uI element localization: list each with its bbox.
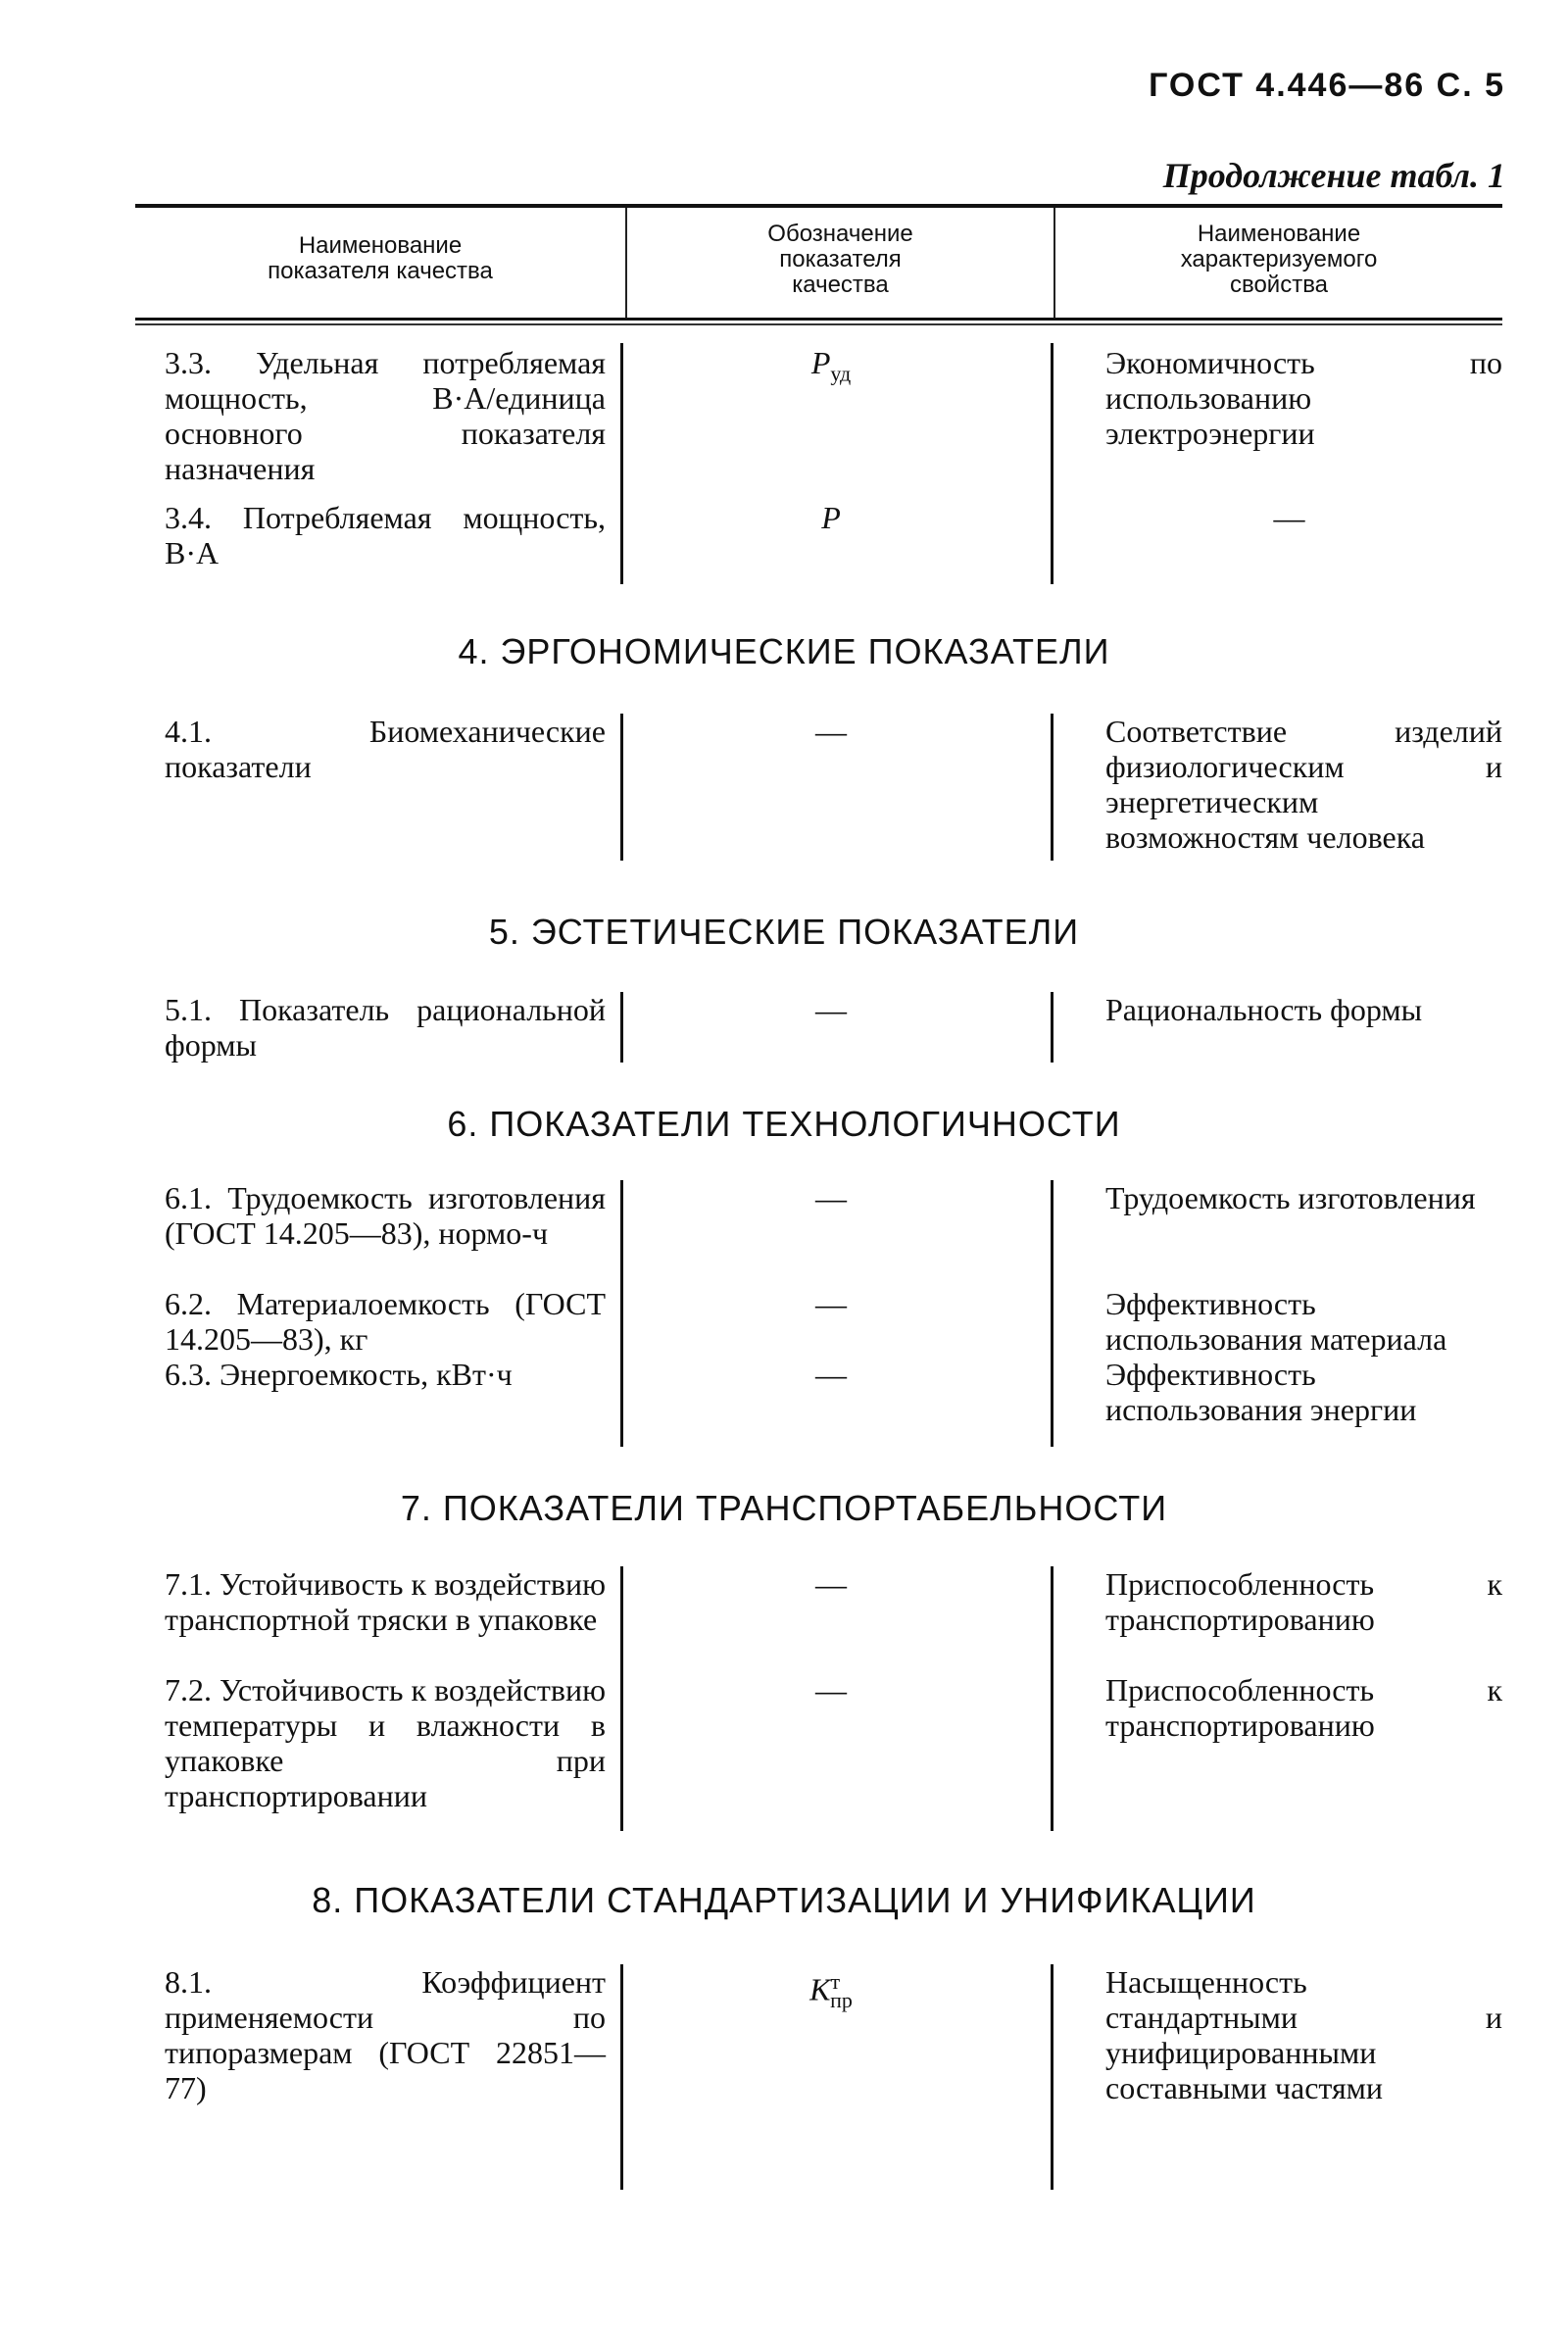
table-header-rule (135, 323, 1502, 325)
column-divider (620, 1964, 623, 2190)
indicator-symbol: — (815, 1672, 847, 1707)
table-block-section-4 (135, 714, 1502, 861)
table-block-section-3 (135, 343, 1502, 584)
indicator-symbol: — (815, 714, 847, 749)
table-header-rule (135, 318, 1502, 321)
indicator-symbol: — (815, 1180, 847, 1215)
header-col-property: Наименование характеризуемого свойства (1180, 221, 1378, 298)
indicator-name: 6.1. Трудоемкость изготовления (ГОСТ 14.205—83), нормо-ч (165, 1180, 606, 1251)
indicator-name: 6.2. Материалоемкость (ГОСТ 14.205—83), кг (165, 1286, 606, 1357)
column-divider (620, 343, 623, 584)
table-block-section-8 (135, 1964, 1502, 2190)
section-title: 8. ПОКАЗАТЕЛИ СТАНДАРТИЗАЦИИ И УНИФИКАЦИИ (312, 1880, 1256, 1920)
column-divider (620, 714, 623, 861)
indicator-name: 7.2. Устойчивость к воздействию температуры и влажности в упаковке при транспортировании (165, 1672, 606, 1813)
property-name: Эффективность использования материала (1105, 1286, 1447, 1357)
header-col-indicator-name: Наименование показателя качества (268, 232, 493, 284)
property-name: Рациональность формы (1105, 992, 1423, 1027)
property-name: Экономичность по использованию электроэнергии (1105, 345, 1502, 451)
column-divider (620, 1566, 623, 1831)
property-name: Насыщенность стандартными и унифицированными составными частями (1105, 1964, 1502, 2105)
table-block-section-6 (135, 1180, 1502, 1447)
property-name: — (1273, 500, 1305, 535)
section-title: 7. ПОКАЗАТЕЛИ ТРАНСПОРТАБЕЛЬНОСТИ (400, 1488, 1168, 1528)
indicator-symbol: — (815, 1566, 847, 1602)
section-title: 4. ЭРГОНОМИЧЕСКИЕ ПОКАЗАТЕЛИ (458, 631, 1110, 671)
indicator-symbol: P (821, 500, 841, 535)
property-name: Эффективность использования энергии (1105, 1357, 1417, 1427)
property-name: Приспособленность к транспортированию (1105, 1566, 1502, 1637)
indicator-name: 5.1. Показатель рациональной формы (165, 992, 606, 1063)
indicator-name: 8.1. Коэффициент применяемости по типоразмерам (ГОСТ 22851—77) (165, 1964, 606, 2105)
column-divider (620, 992, 623, 1063)
indicator-symbol: — (815, 1357, 847, 1392)
indicator-name: 6.3. Энергоемкость, кВт·ч (165, 1357, 513, 1392)
indicator-name: 3.4. Потребляемая мощность, В·А (165, 500, 606, 570)
page-reference: ГОСТ 4.446—86 С. 5 (1149, 67, 1505, 104)
column-divider (1051, 714, 1054, 861)
column-divider (620, 1180, 623, 1447)
column-divider (1051, 1566, 1054, 1831)
indicator-symbol: $P_{уд}$ (810, 345, 852, 386)
indicator-name: 4.1. Биомеханические показатели (165, 714, 606, 784)
property-name: Трудоемкость изготовления (1105, 1180, 1476, 1215)
section-title: 5. ЭСТЕТИЧЕСКИЕ ПОКАЗАТЕЛИ (488, 912, 1080, 952)
indicator-symbol: — (815, 1286, 847, 1321)
indicator-name: 3.3. Удельная потребляемая мощность, В·А/единица основного показателя назначения (165, 345, 606, 486)
column-divider (1051, 1964, 1054, 2190)
table-block-section-7 (135, 1566, 1502, 1831)
table-block-section-5 (135, 992, 1502, 1063)
column-divider (1051, 1180, 1054, 1447)
indicator-name: 7.1. Устойчивость к воздействию транспортной тряски в упаковке (165, 1566, 606, 1637)
header-col-symbol: Обозначение показателя качества (767, 221, 913, 298)
table-header (135, 208, 1502, 318)
property-name: Приспособленность к транспортированию (1105, 1672, 1502, 1743)
table-continuation-label: Продолжение табл. 1 (1162, 156, 1505, 195)
indicator-symbol: $K^т_{пр}$ (809, 1969, 853, 2013)
section-title: 6. ПОКАЗАТЕЛИ ТЕХНОЛОГИЧНОСТИ (447, 1104, 1121, 1144)
column-divider (1051, 343, 1054, 584)
property-name: Соответствие изделий физиологическим и энергетическим возможностям человека (1105, 714, 1502, 855)
column-divider (1051, 992, 1054, 1063)
indicator-symbol: — (815, 992, 847, 1027)
